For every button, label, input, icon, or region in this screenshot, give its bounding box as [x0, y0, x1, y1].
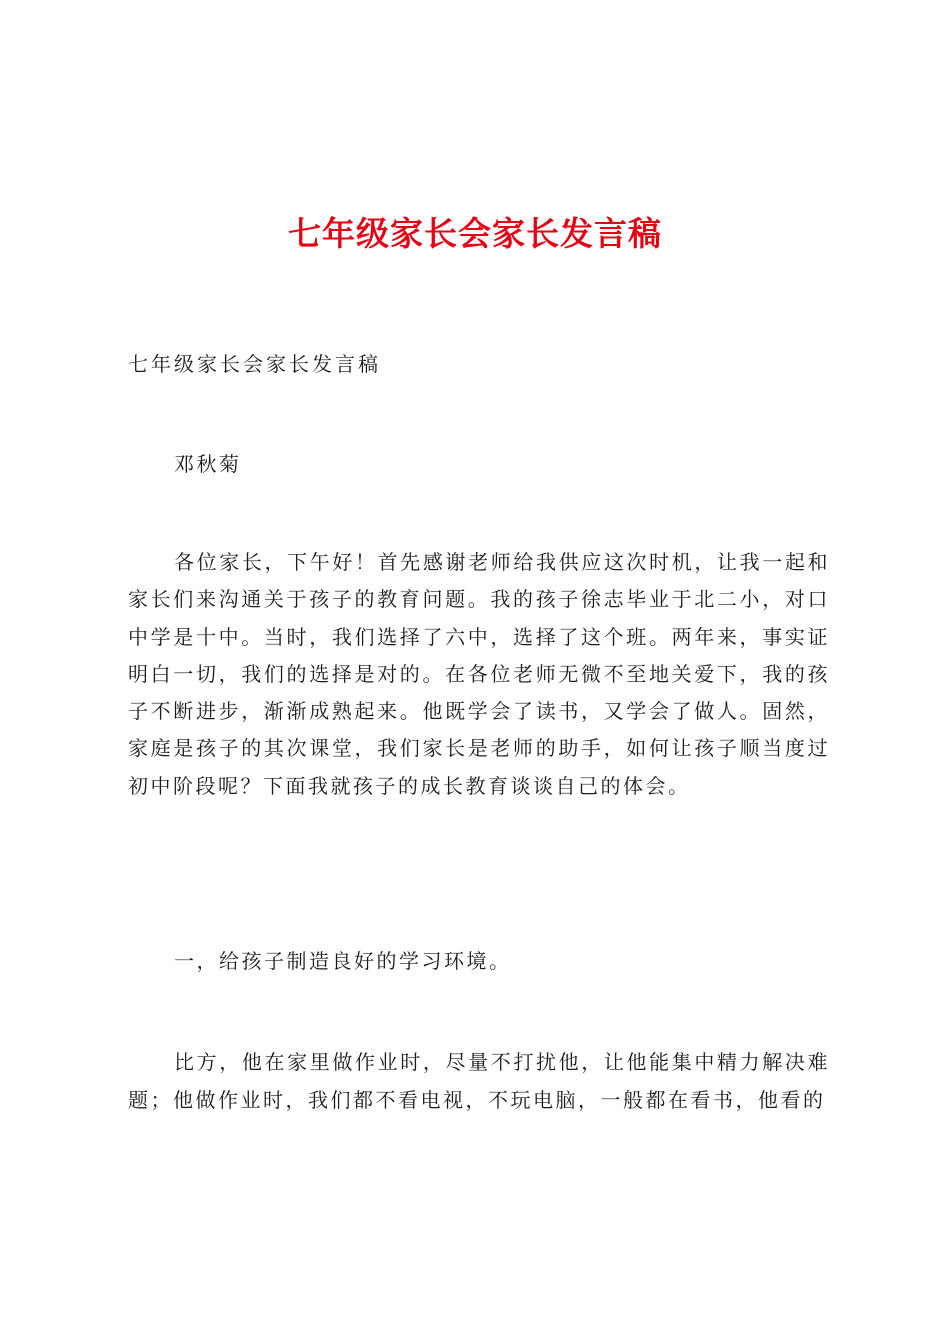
author-name: 邓秋菊 [174, 452, 242, 476]
section-heading-1: 一，给孩子制造良好的学习环境。 [174, 949, 512, 973]
document-title: 七年级家长会家长发言稿 [288, 214, 662, 253]
intro-paragraph: 各位家长，下午好！首先感谢老师给我供应这次时机，让我一起和家长们来沟通关于孩子的教育问题。我的孩子徐志毕业于北二小，对口中学是十中。当时，我们选择了六中，选择了这个班。两年来，事实证明白一切，我们的选择是对的。在各位老师无微不至地关爱下，我的孩子不断进步，渐渐成熟起来。他既学会了读书，又学会了做人。固然，家庭是孩子的其次课堂，我们家长是老师的助手，如何让孩子顺当度过初中阶段呢？下面我就孩子的成长教育谈谈自己的体会。 [128, 550, 830, 798]
document-subtitle: 七年级家长会家长发言稿 [128, 352, 381, 376]
example-paragraph: 比方，他在家里做作业时，尽量不打扰他，让他能集中精力解决难题；他做作业时，我们都不看电视，不玩电脑，一般都在看书，他看的 [128, 1050, 830, 1112]
